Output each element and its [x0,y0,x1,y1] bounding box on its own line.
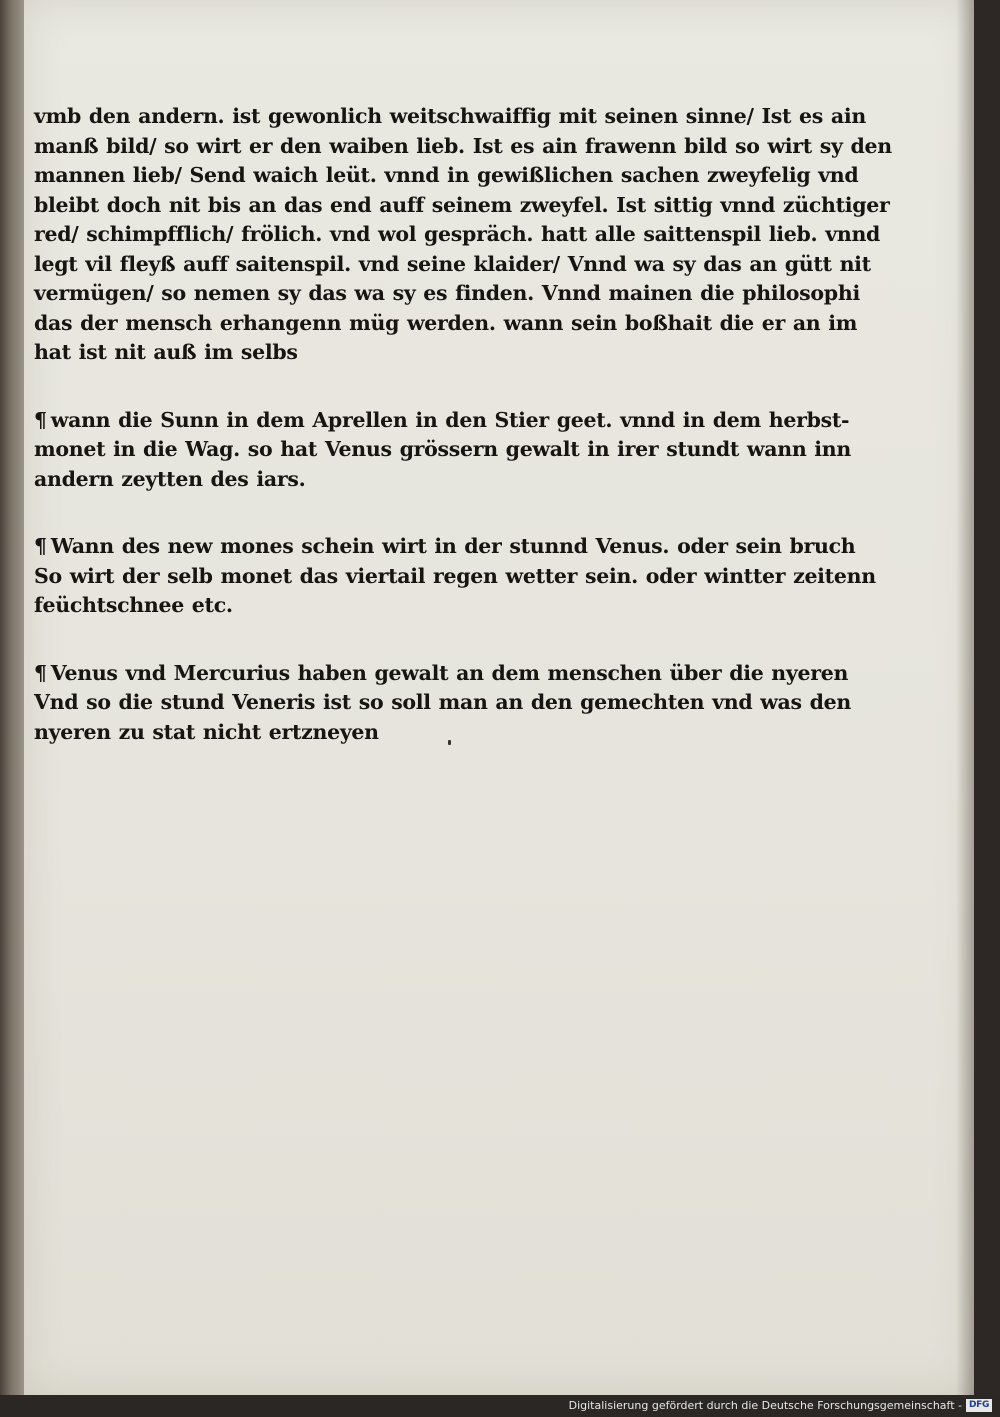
text-line [34,659,849,689]
bleed-through-shadow [254,885,854,1215]
text-line-content: Wann des new mones schein wirt in der stunnd Venus. oder sein bruch [50,534,856,558]
text-line: red/ schimpfflich/ frölich. vnd wol gespräch. hatt alle saittenspil lieb. vnnd [34,222,881,246]
pilcrow-icon: ¶ [34,407,47,432]
text-line: bleibt doch nit bis an das end auff seinem zweyfel. Ist sittig vnnd züchtiger [34,192,890,217]
pilcrow-icon: ¶ [34,660,47,685]
text-line: monet in die Wag. so hat Venus grössern gewalt in irer stundt wann inn [34,437,851,461]
paragraph-1 [34,102,892,368]
paragraph-4 [34,659,852,748]
text-line-content: wann die Sunn in dem Aprellen in den Stier geet. vnnd in dem herbst- [50,407,850,432]
text-line: andern zeytten des iars. [34,466,306,491]
text-line-content: Venus vnd Mercurius haben gewalt an dem menschen über die nyeren [50,660,849,685]
text-line: hat ist nit auß im selbs [34,340,298,364]
text-line [34,406,850,436]
page-text [34,102,892,785]
text-line: mannen lieb/ Send waich leüt. vnnd in gewißlichen sachen zweyfelig vnd [34,163,859,187]
pilcrow-icon: ¶ [34,534,47,558]
page-edge-shadow [956,0,974,1395]
book-spine-edge [0,0,24,1395]
dfg-logo-icon: DFG [966,1399,992,1412]
text-line: So wirt der selb monet das viertail regen wetter sein. oder wintter zeitenn [34,563,876,588]
text-line [34,532,856,562]
funding-credit: Digitalisierung gefördert durch die Deutsche Forschungsgemeinschaft - [568,1399,962,1412]
paragraph-3 [34,532,876,621]
text-line: vermügen/ so nemen sy das wa sy es finden. Vnnd mainen die philosophi [34,281,860,305]
text-line: nyeren zu stat nicht ertzneyen [34,719,379,744]
ink-speck [448,740,451,745]
text-line: feüchtschnee etc. [34,593,233,617]
text-line: manß bild/ so wirt er den waiben lieb. Ist es ain frawenn bild so wirt sy den [34,133,892,158]
book-page [24,0,974,1395]
text-line: Vnd so die stund Veneris ist so soll man an den gemechten vnd was den [34,690,852,714]
text-line: legt vil fleyß auff saitenspil. vnd seine klaider/ Vnnd wa sy das an gütt nit [34,251,871,276]
text-line: das der mensch erhangenn müg werden. wann sein boßhait die er an im [34,310,858,335]
paragraph-2 [34,406,851,495]
text-line: vmb den andern. ist gewonlich weitschwaiffig mit seinen sinne/ Ist es ain [34,104,866,128]
